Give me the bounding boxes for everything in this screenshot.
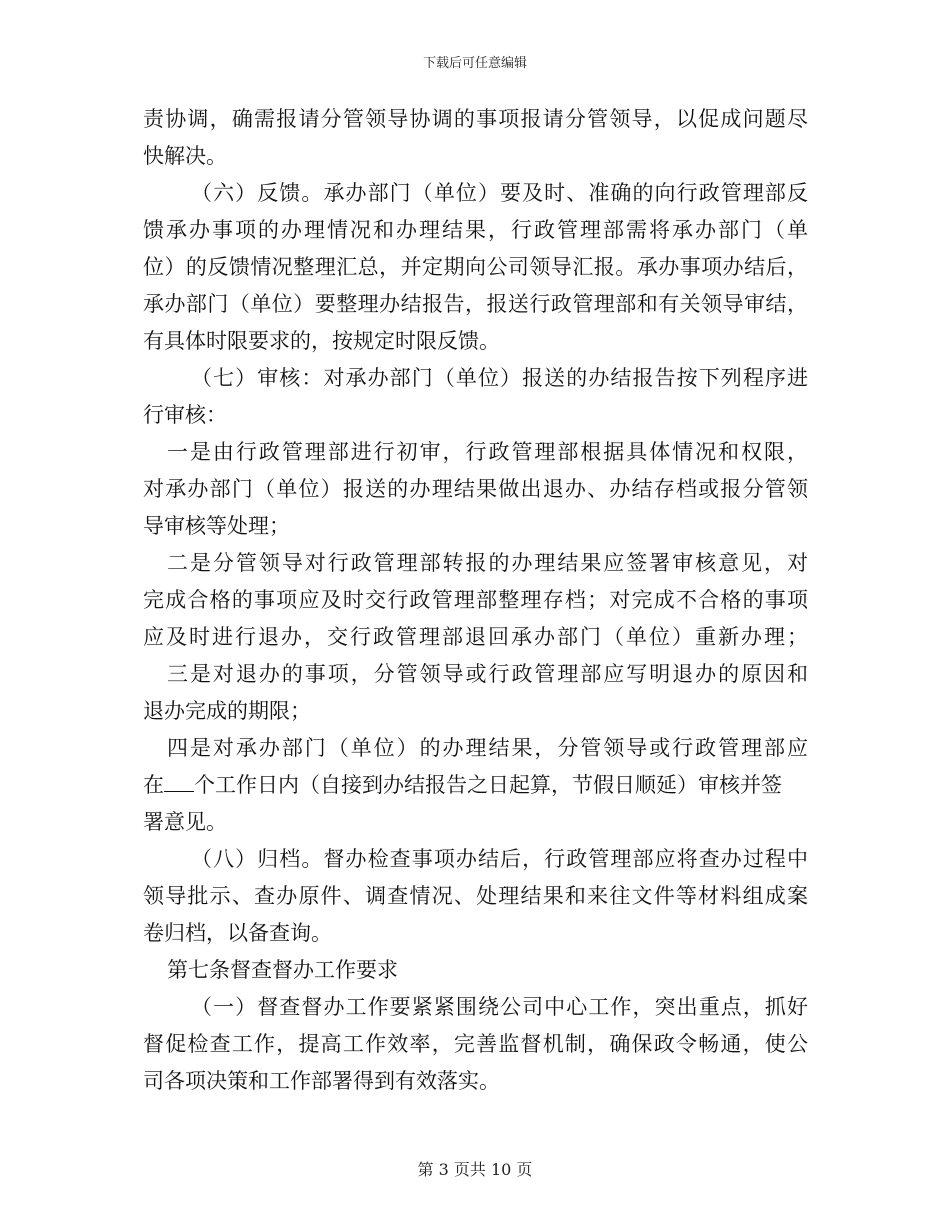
text-line: 二是分管领导对行政管理部转报的办理结果应签署审核意见，对 xyxy=(167,551,808,575)
text-line: 行审核： xyxy=(143,403,227,427)
text-line: 位）的反馈情况整理汇总，并定期向公司领导汇报。承办事项办结后， xyxy=(143,255,808,279)
text-line: 馈承办事项的办理情况和办理结果，行政管理部需将承办部门（单 xyxy=(143,218,808,242)
text-line: 承办部门（单位）要整理办结报告，报送行政管理部和有关领导审结， xyxy=(143,292,808,316)
text-line: 司各项决策和工作部署得到有效落实。 xyxy=(143,1069,500,1093)
text-line: 应及时进行退办，交行政管理部退回承办部门（单位）重新办理； xyxy=(143,625,808,649)
text-line: 有具体时限要求的，按规定时限反馈。 xyxy=(143,329,500,353)
section-heading: 第七条督查督办工作要求 xyxy=(167,958,398,982)
text-line: 导审核等处理； xyxy=(143,514,290,538)
text-line: 督促检查工作，提高工作效率，完善监督机制，确保政令畅通，使公 xyxy=(143,1032,808,1056)
text-line: （七）审核：对承办部门（单位）报送的办结报告按下列程序进 xyxy=(191,366,808,390)
text-line: 退办完成的期限； xyxy=(143,699,311,723)
text-line: 快解决。 xyxy=(143,144,227,168)
page-number: 第 3 页共 10 页 xyxy=(417,1160,533,1179)
text-line: （六）反馈。承办部门（单位）要及时、准确的向行政管理部反 xyxy=(191,181,808,205)
text-line: 完成合格的事项应及时交行政管理部整理存档；对完成不合格的事项 xyxy=(143,588,808,612)
text-line-with-blank xyxy=(143,767,808,804)
text-fragment: 个工作日内（自接到办结报告之日起算，节假日顺延）审核并签 xyxy=(194,773,782,797)
text-line: （八）归档。督办检查事项办结后，行政管理部应将查办过程中 xyxy=(191,847,808,871)
page-header: 下载后可任意编辑 xyxy=(422,56,527,71)
text-line: 三是对退办的事项，分管领导或行政管理部应写明退办的原因和 xyxy=(167,662,808,686)
text-line: 领导批示、查办原件、调查情况、处理结果和来往文件等材料组成案 xyxy=(143,884,808,908)
fill-in-blank xyxy=(164,773,194,792)
text-line: （一）督查督办工作要紧紧围绕公司中心工作，突出重点，抓好 xyxy=(191,995,808,1019)
text-line: 一是由行政管理部进行初审，行政管理部根据具体情况和权限， xyxy=(167,440,808,464)
text-line: 四是对承办部门（单位）的办理结果，分管领导或行政管理部应 xyxy=(167,736,808,760)
text-line: 署意见。 xyxy=(143,810,227,834)
text-line: 对承办部门（单位）报送的办理结果做出退办、办结存档或报分管领 xyxy=(143,477,808,501)
text-fragment: 在 xyxy=(143,773,164,797)
text-line: 责协调，确需报请分管领导协调的事项报请分管领导，以促成问题尽 xyxy=(143,107,808,131)
text-line: 卷归档，以备查询。 xyxy=(143,921,332,945)
document-body xyxy=(143,101,808,1100)
